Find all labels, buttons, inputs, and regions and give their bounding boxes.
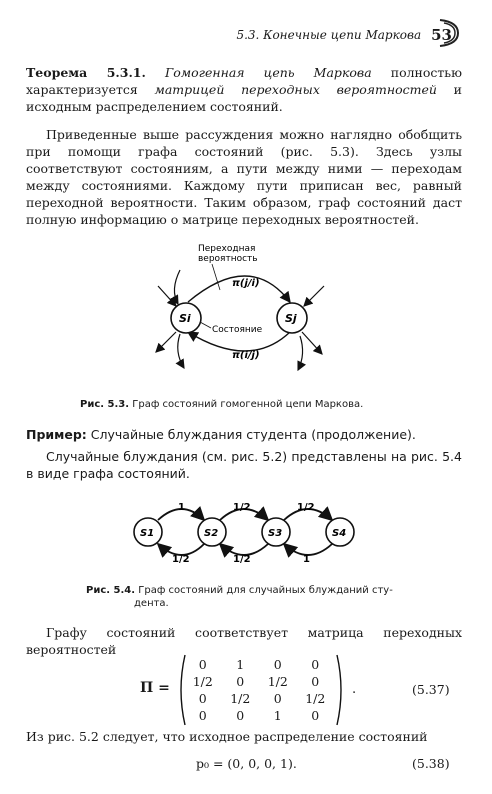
figure-5-4-caption <box>86 584 393 610</box>
paragraph-matrix-intro: Графу состояний соответствует матрица переходных вероятностей <box>26 625 462 657</box>
matrix-trailing-dot: . <box>352 682 357 697</box>
matrix-cell: 0 <box>236 674 245 689</box>
figure-random-walk-graph <box>126 496 376 568</box>
figure-5-3-text: Граф состояний гомогенной цепи Маркова. <box>129 399 364 410</box>
page-number: 53 <box>431 26 452 44</box>
theorem-text-mid: полностью характеризуется <box>26 65 462 97</box>
matrix-cell: 0 <box>273 657 282 672</box>
label-transition-prob-2: вероятность <box>198 254 258 264</box>
node-si: Si <box>179 312 191 325</box>
running-header <box>236 26 452 44</box>
theorem-label: Теорема 5.3.1. <box>26 65 146 80</box>
equation-number-537: (5.37) <box>412 682 450 697</box>
matrix-cell: 1/2 <box>192 674 213 689</box>
matrix-cell: 0 <box>311 708 320 723</box>
weight-s4-s3: 1 <box>303 554 310 565</box>
matrix-label: Π = <box>140 680 170 696</box>
transition-matrix-equation <box>140 654 440 726</box>
theorem-emph-2: матрицей переходных вероятностей <box>154 82 437 97</box>
figure-5-4-text: Граф состояний для случайных блужданий сту- <box>135 585 393 596</box>
example-heading <box>26 426 462 443</box>
running-title: 5.3. Конечные цепи Маркова <box>236 28 422 42</box>
edge-weight-top: π(j/i) <box>232 278 260 289</box>
label-transition-prob: Переходная <box>198 244 256 254</box>
weight-s3-s4: 1/2 <box>297 502 315 513</box>
node-s4: S4 <box>332 528 347 539</box>
matrix-cell: 1/2 <box>267 674 288 689</box>
weight-s2-s3: 1/2 <box>233 502 251 513</box>
initial-distribution-equation: p₀ = (0, 0, 0, 1). <box>196 756 297 771</box>
figure-5-4-text-2: дента. <box>134 598 169 609</box>
matrix-cell: 0 <box>198 708 207 723</box>
weight-s3-s2: 1/2 <box>233 554 251 565</box>
theorem-emph-1: Гомогенная цепь Маркова <box>145 65 372 80</box>
node-sj: Sj <box>285 312 297 325</box>
equation-number-538: (5.38) <box>412 756 450 771</box>
example-text: Случайные блуждания (см. рис. 5.2) представлены на рис. 5.4 в виде графа состояний. <box>26 449 462 481</box>
weight-s2-s1: 1/2 <box>172 554 190 565</box>
matrix-cell: 0 <box>311 674 320 689</box>
label-state: Состояние <box>212 325 263 335</box>
figure-5-4-number: Рис. 5.4. <box>86 585 136 596</box>
node-s3: S3 <box>268 528 283 539</box>
matrix-grid <box>184 656 334 724</box>
paragraph-state-graph: Приведенные выше рассуждения можно наглядно обобщить при помощи графа состояний (рис. 5.3). Здесь узлы соответствуют состояниям, а пути между ними — переходам между состояниями. Каждому пути приписан вес, равный переходной вероятности. Таким образом, граф состояний даст полную информацию о матрице переходных вероятностей. <box>26 127 462 227</box>
right-paren-icon <box>336 654 346 726</box>
figure-5-3-number: Рис. 5.3. <box>80 399 130 410</box>
matrix-cell: 1/2 <box>305 691 326 706</box>
theorem-text-end: и исходным распределением состояний. <box>26 82 462 114</box>
example-title: Случайные блуждания студента (продолжение). <box>86 427 416 442</box>
matrix-cell: 0 <box>311 657 320 672</box>
matrix-cell: 0 <box>198 691 207 706</box>
matrix-cell: 1 <box>236 657 245 672</box>
node-s1: S1 <box>140 528 155 539</box>
paragraph-initial-distribution: Из рис. 5.2 следует, что исходное распределение состояний <box>26 729 428 744</box>
figure-5-3-caption <box>80 398 363 411</box>
matrix-cell: 0 <box>236 708 245 723</box>
matrix-cell: 1/2 <box>230 691 251 706</box>
matrix-cell: 0 <box>198 657 207 672</box>
weight-s1-s2: 1 <box>178 502 185 513</box>
matrix-cell: 1 <box>273 708 282 723</box>
figure-state-graph <box>140 240 360 390</box>
edge-weight-bottom: π(i/j) <box>232 350 260 361</box>
page-corner-ornament-icon <box>436 18 462 48</box>
matrix-cell: 0 <box>273 691 282 706</box>
node-s2: S2 <box>204 528 219 539</box>
theorem-block <box>26 64 462 115</box>
example-label: Пример: <box>26 427 87 442</box>
